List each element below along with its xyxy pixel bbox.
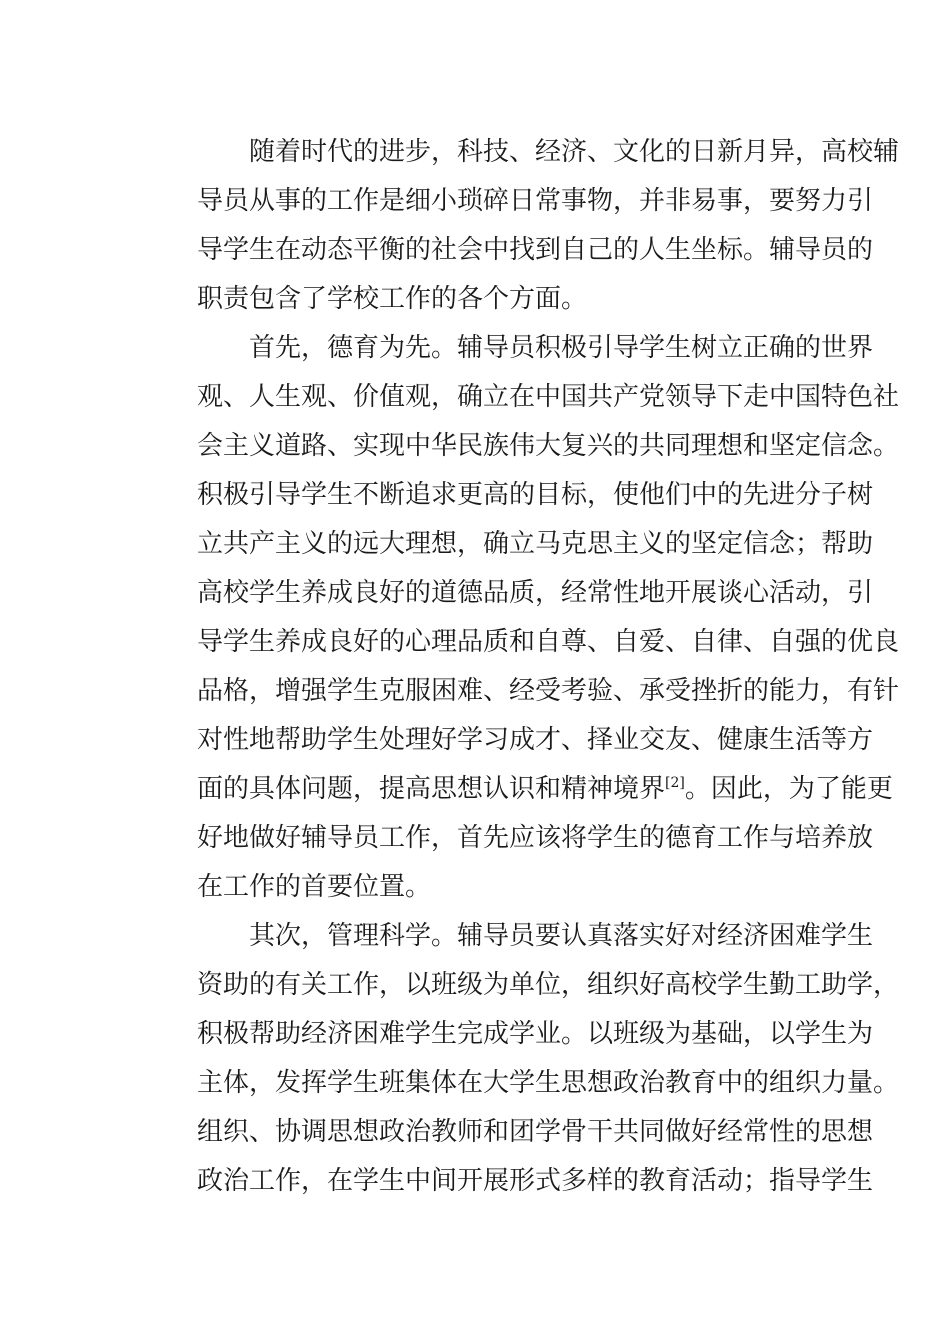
text-line: 好地做好辅导员工作，首先应该将学生的德育工作与培养放 xyxy=(197,823,874,853)
text-line: 观、人生观、价值观，确立在中国共产党领导下走中国特色社 xyxy=(197,382,900,412)
text-line-with-citation xyxy=(145,765,893,814)
text-line: 会主义道路、实现中华民族伟大复兴的共同理想和坚定信念。 xyxy=(197,431,900,461)
text-line: 组织、协调思想政治教师和团学骨干共同做好经常性的思想 xyxy=(197,1117,874,1147)
text-segment: 。因此，为了能更 xyxy=(684,774,893,804)
paragraph-management xyxy=(145,912,900,1206)
text-line: 其次，管理科学。辅导员要认真落实好对经济困难学生 xyxy=(249,921,874,951)
text-line: 职责包含了学校工作的各个方面。 xyxy=(197,284,588,314)
body-text xyxy=(145,128,900,1206)
text-line: 积极引导学生不断追求更高的目标，使他们中的先进分子树 xyxy=(197,480,874,510)
text-line: 高校学生养成良好的道德品质，经常性地开展谈心活动，引 xyxy=(197,578,874,608)
text-line: 在工作的首要位置。 xyxy=(197,872,432,902)
text-line: 资助的有关工作，以班级为单位，组织好高校学生勤工助学， xyxy=(197,970,900,1000)
text-line: 导学生在动态平衡的社会中找到自己的人生坐标。辅导员的 xyxy=(197,235,874,265)
text-line: 主体，发挥学生班集体在大学生思想政治教育中的组织力量。 xyxy=(197,1068,900,1098)
text-line: 首先，德育为先。辅导员积极引导学生树立正确的世界 xyxy=(249,333,874,363)
text-line: 政治工作，在学生中间开展形式多样的教育活动；指导学生 xyxy=(197,1166,874,1196)
citation-marker: [2] xyxy=(665,775,685,791)
paragraph-intro xyxy=(145,128,900,324)
text-segment: 面的具体问题，提高思想认识和精神境界 xyxy=(197,774,666,804)
paragraph-moral-education xyxy=(145,324,900,912)
text-line: 对性地帮助学生处理好学习成才、择业交友、健康生活等方 xyxy=(197,725,874,755)
text-line: 积极帮助经济困难学生完成学业。以班级为基础，以学生为 xyxy=(197,1019,874,1049)
text-line: 随着时代的进步，科技、经济、文化的日新月异，高校辅 xyxy=(249,137,900,167)
text-line: 导学生养成良好的心理品质和自尊、自爱、自律、自强的优良 xyxy=(197,627,900,657)
text-line: 导员从事的工作是细小琐碎日常事物，并非易事，要努力引 xyxy=(197,186,874,216)
text-line: 品格，增强学生克服困难、经受考验、承受挫折的能力，有针 xyxy=(197,676,900,706)
text-line: 立共产主义的远大理想，确立马克思主义的坚定信念；帮助 xyxy=(197,529,874,559)
